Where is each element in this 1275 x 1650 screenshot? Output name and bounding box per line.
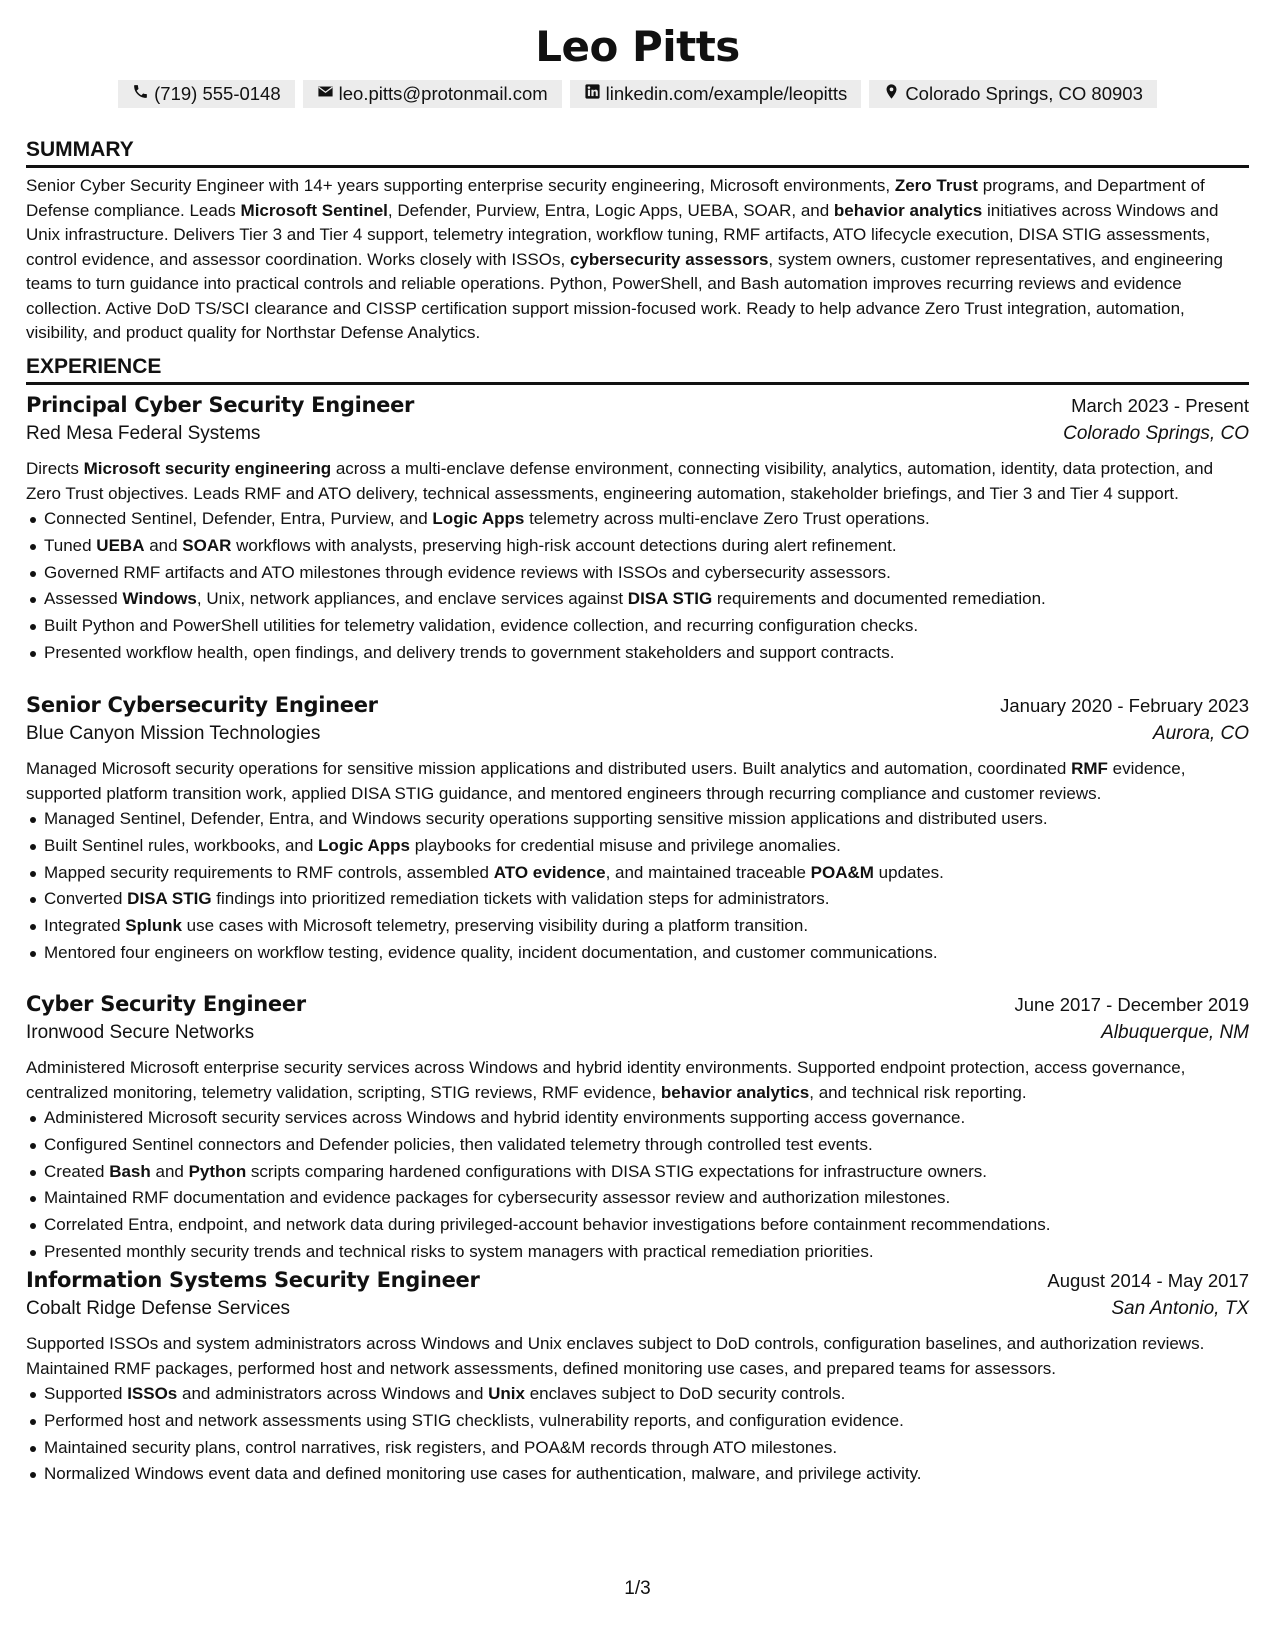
contact-phone[interactable] xyxy=(118,80,295,108)
contact-linkedin[interactable] xyxy=(570,80,862,108)
text-run: Supported xyxy=(44,1384,128,1403)
text-run: Administered Microsoft security services across Windows and hybrid identity environments supporting access governance. xyxy=(44,1108,966,1127)
text-run: Governed RMF artifacts and ATO milestones through evidence reviews with ISSOs and cybersecurity assessors. xyxy=(44,562,891,582)
bold-keyword: Microsoft Sentinel xyxy=(240,200,388,220)
bold-keyword: SOAR xyxy=(182,535,232,555)
job-bullets xyxy=(26,806,1249,967)
text-run: findings into prioritized remediation tickets with validation steps for administrators. xyxy=(211,889,830,909)
text-run: and administrators across Windows and xyxy=(177,1384,489,1403)
job-company: Red Mesa Federal Systems xyxy=(26,423,261,444)
bullet-item xyxy=(26,640,1249,667)
phone-icon xyxy=(132,80,149,108)
bold-keyword: Python xyxy=(188,1161,247,1181)
job-location: Albuquerque, NM xyxy=(1101,1022,1249,1043)
text-run: Presented workflow health, open findings, and delivery trends to government stakeholders and support contracts. xyxy=(44,642,895,662)
job-location: Colorado Springs, CO xyxy=(1063,423,1249,444)
job-location: San Antonio, TX xyxy=(1111,1298,1249,1319)
bullet-item xyxy=(26,1159,1249,1186)
text-run: Directs xyxy=(26,459,84,478)
bold-keyword: cybersecurity assessors xyxy=(569,249,769,269)
text-run: workflows with analysts, preserving high-risk account detections during alert refinement. xyxy=(231,535,897,555)
text-run: Created xyxy=(44,1161,110,1181)
text-run: requirements and documented remediation. xyxy=(712,589,1046,609)
bullet-item xyxy=(26,586,1249,613)
job-title: Principal Cyber Security Engineer xyxy=(26,393,415,417)
bold-keyword: Zero Trust xyxy=(894,176,978,195)
job-company: Cobalt Ridge Defense Services xyxy=(26,1298,291,1319)
text-run: Managed Sentinel, Defender, Entra, and Windows security operations supporting sensitive mission applications and distributed users. xyxy=(44,809,1048,828)
bullet-item xyxy=(26,1132,1249,1159)
text-run: updates. xyxy=(873,862,944,882)
job-description xyxy=(26,757,1249,806)
summary-heading: SUMMARY xyxy=(26,138,1249,168)
experience-heading: EXPERIENCE xyxy=(26,355,1249,385)
contact-phone-text: (719) 555-0148 xyxy=(154,83,281,104)
text-run: Presented monthly security trends and technical risks to system managers with practical remediation priorities. xyxy=(44,1241,874,1261)
bullet-item xyxy=(26,533,1249,560)
text-run: Tuned xyxy=(44,535,97,555)
text-run: , Unix, network appliances, and enclave services against xyxy=(196,589,628,609)
job-title: Senior Cybersecurity Engineer xyxy=(26,693,378,717)
text-run: use cases with Microsoft telemetry, preserving visibility during a platform transition. xyxy=(181,916,809,936)
bold-keyword: ISSOs xyxy=(127,1384,178,1403)
bullet-item xyxy=(26,1381,1249,1408)
text-run: Assessed xyxy=(44,589,123,609)
job-location: Aurora, CO xyxy=(1152,723,1249,744)
text-run: Administered Microsoft enterprise security services across Windows and hybrid identity environments. Supported endpoint protection, access governance, centralized monitoring, telemetry validation, scripting, STIG reviews, RMF evidence, xyxy=(26,1058,1186,1102)
bold-keyword: Logic Apps xyxy=(432,509,525,528)
bold-keyword: Windows xyxy=(122,589,197,609)
text-run: , and technical risk reporting. xyxy=(809,1082,1027,1102)
map-pin-icon xyxy=(883,80,900,108)
text-run: Integrated xyxy=(44,916,126,936)
text-run: , and maintained traceable xyxy=(605,862,811,882)
job-dates: January 2020 - February 2023 xyxy=(1000,695,1249,716)
job-entry xyxy=(26,393,1249,667)
job-description xyxy=(26,1056,1249,1105)
text-run: Normalized Windows event data and defined monitoring use cases for authentication, malware, and privilege activity. xyxy=(44,1464,922,1484)
bullet-item xyxy=(26,1105,1249,1132)
text-run: Configured Sentinel connectors and Defender policies, then validated telemetry through controlled test events. xyxy=(44,1134,873,1154)
text-run: Maintained security plans, control narratives, risk registers, and POA&M records through ATO milestones. xyxy=(44,1437,838,1457)
summary-text xyxy=(26,174,1249,346)
text-run: Senior Cyber Security Engineer with 14+ years supporting enterprise security engineering, Microsoft environments, xyxy=(26,176,895,195)
text-run: Correlated Entra, endpoint, and network data during privileged-account behavior investigations before containment recommendations. xyxy=(44,1215,1051,1235)
text-run: across a multi-enclave defense environment, connecting visibility, analytics, automation, identity, data protection, and Zero Trust objectives. Leads RMF and ATO delivery, technical assessments, engineering automation, stakeholder briefings, and Tier 3 and Tier 4 support. xyxy=(26,459,1214,503)
job-entry xyxy=(26,992,1249,1266)
job-company: Blue Canyon Mission Technologies xyxy=(26,723,321,744)
text-run: enclaves subject to DoD security controls. xyxy=(524,1384,846,1403)
bullet-item xyxy=(26,886,1249,913)
bold-keyword: Microsoft security engineering xyxy=(83,459,332,478)
bold-keyword: POA&M xyxy=(810,862,874,882)
text-run: Performed host and network assessments using STIG checklists, vulnerability reports, and configuration evidence. xyxy=(44,1410,904,1430)
job-bullets xyxy=(26,1105,1249,1266)
text-run: Mentored four engineers on workflow testing, evidence quality, incident documentation, and customer communications. xyxy=(44,942,938,962)
text-run: Built Python and PowerShell utilities for telemetry validation, evidence collection, and recurring configuration checks. xyxy=(44,616,919,636)
text-run: telemetry across multi-enclave Zero Trust operations. xyxy=(524,509,930,528)
job-entry xyxy=(26,1268,1249,1488)
page-number: 1/3 xyxy=(624,1578,651,1599)
job-dates: June 2017 - December 2019 xyxy=(1014,994,1249,1015)
bullet-item xyxy=(26,1212,1249,1239)
job-description xyxy=(26,1332,1249,1381)
contact-email-text: leo.pitts@protonmail.com xyxy=(338,83,548,104)
bullet-item xyxy=(26,913,1249,940)
bold-keyword: Unix xyxy=(488,1384,525,1403)
text-run: , system owners, customer representatives, and engineering teams to turn guidance into practical controls and reliable operations. Python, PowerShell, and Bash automation improves recurring reviews and evidence collection. Active DoD TS/SCI clearance and CISSP certification support mission-focused work. Ready to help advance Zero Trust integration, automation, visibility, and product quality for Northstar Defense Analytics. xyxy=(26,249,1223,342)
text-run: Mapped security requirements to RMF controls, assembled xyxy=(44,862,494,882)
job-title: Cyber Security Engineer xyxy=(26,992,306,1016)
text-run: playbooks for credential misuse and privilege anomalies. xyxy=(409,835,841,855)
envelope-icon xyxy=(317,80,334,108)
bullet-item xyxy=(26,1408,1249,1435)
contact-linkedin-text: linkedin.com/example/leopitts xyxy=(605,83,848,104)
bullet-item xyxy=(26,506,1249,533)
job-title: Information Systems Security Engineer xyxy=(26,1268,480,1292)
job-dates: March 2023 - Present xyxy=(1071,395,1249,416)
bullet-item xyxy=(26,1239,1249,1266)
bold-keyword: Splunk xyxy=(125,916,182,936)
text-run: Managed Microsoft security operations for sensitive mission applications and distributed users. Built analytics and automation, coordinated xyxy=(26,759,1072,778)
bold-keyword: DISA STIG xyxy=(627,589,713,609)
bullet-item xyxy=(26,940,1249,967)
bullet-item xyxy=(26,613,1249,640)
experience-section xyxy=(26,355,1249,391)
bold-keyword: behavior analytics xyxy=(833,200,983,220)
linkedin-icon xyxy=(584,80,601,108)
bold-keyword: behavior analytics xyxy=(660,1082,810,1102)
bullet-item xyxy=(26,833,1249,860)
text-run: programs, and Department of Defense compliance. Leads xyxy=(26,176,1205,220)
job-description xyxy=(26,457,1249,506)
text-run: Maintained RMF documentation and evidence packages for cybersecurity assessor review and authorization milestones. xyxy=(44,1188,951,1208)
text-run: initiatives across Windows and Unix infrastructure. Delivers Tier 3 and Tier 4 support, telemetry integration, workflow tuning, RMF artifacts, ATO lifecycle execution, DISA STIG assessments, control evidence, and assessor coordination. Works closely with ISSOs, xyxy=(26,200,1219,269)
text-run: and xyxy=(144,535,183,555)
contact-email[interactable] xyxy=(303,80,562,108)
bullet-item xyxy=(26,1435,1249,1462)
bold-keyword: DISA STIG xyxy=(127,889,212,909)
bold-keyword: Logic Apps xyxy=(318,835,410,855)
job-dates: August 2014 - May 2017 xyxy=(1047,1270,1249,1291)
text-run: and xyxy=(150,1161,189,1181)
contact-bar xyxy=(26,80,1249,108)
bullet-item xyxy=(26,560,1249,587)
text-run: Supported ISSOs and system administrators across Windows and Unix enclaves subject to DoD controls, configuration baselines, and authorization reviews. Maintained RMF packages, performed host and network assessments, defined monitoring use cases, and prepared teams for assessors. xyxy=(26,1334,1205,1378)
bold-keyword: Bash xyxy=(109,1161,151,1181)
text-run: Connected Sentinel, Defender, Entra, Purview, and xyxy=(44,509,433,528)
bullet-item xyxy=(26,1185,1249,1212)
job-company: Ironwood Secure Networks xyxy=(26,1022,255,1043)
summary-section xyxy=(26,138,1249,346)
resume-page xyxy=(26,0,1249,1650)
bullet-item xyxy=(26,806,1249,833)
bullet-item xyxy=(26,860,1249,887)
text-run: Converted xyxy=(44,889,128,909)
bullet-item xyxy=(26,1461,1249,1488)
bold-keyword: UEBA xyxy=(96,535,145,555)
job-entry xyxy=(26,693,1249,967)
job-bullets xyxy=(26,1381,1249,1488)
candidate-name: Leo Pitts xyxy=(535,22,740,71)
contact-location xyxy=(869,80,1157,108)
text-run: Built Sentinel rules, workbooks, and xyxy=(44,835,319,855)
text-run: , Defender, Purview, Entra, Logic Apps, UEBA, SOAR, and xyxy=(387,200,834,220)
contact-location-text: Colorado Springs, CO 80903 xyxy=(905,83,1143,104)
text-run: scripts comparing hardened configurations with DISA STIG expectations for infrastructure owners. xyxy=(246,1161,987,1181)
text-run: evidence, supported platform transition work, applied DISA STIG guidance, and mentored engineers through recurring compliance and customer reviews. xyxy=(26,759,1186,803)
bold-keyword: RMF xyxy=(1071,759,1108,778)
bold-keyword: ATO evidence xyxy=(493,862,606,882)
job-bullets xyxy=(26,506,1249,667)
